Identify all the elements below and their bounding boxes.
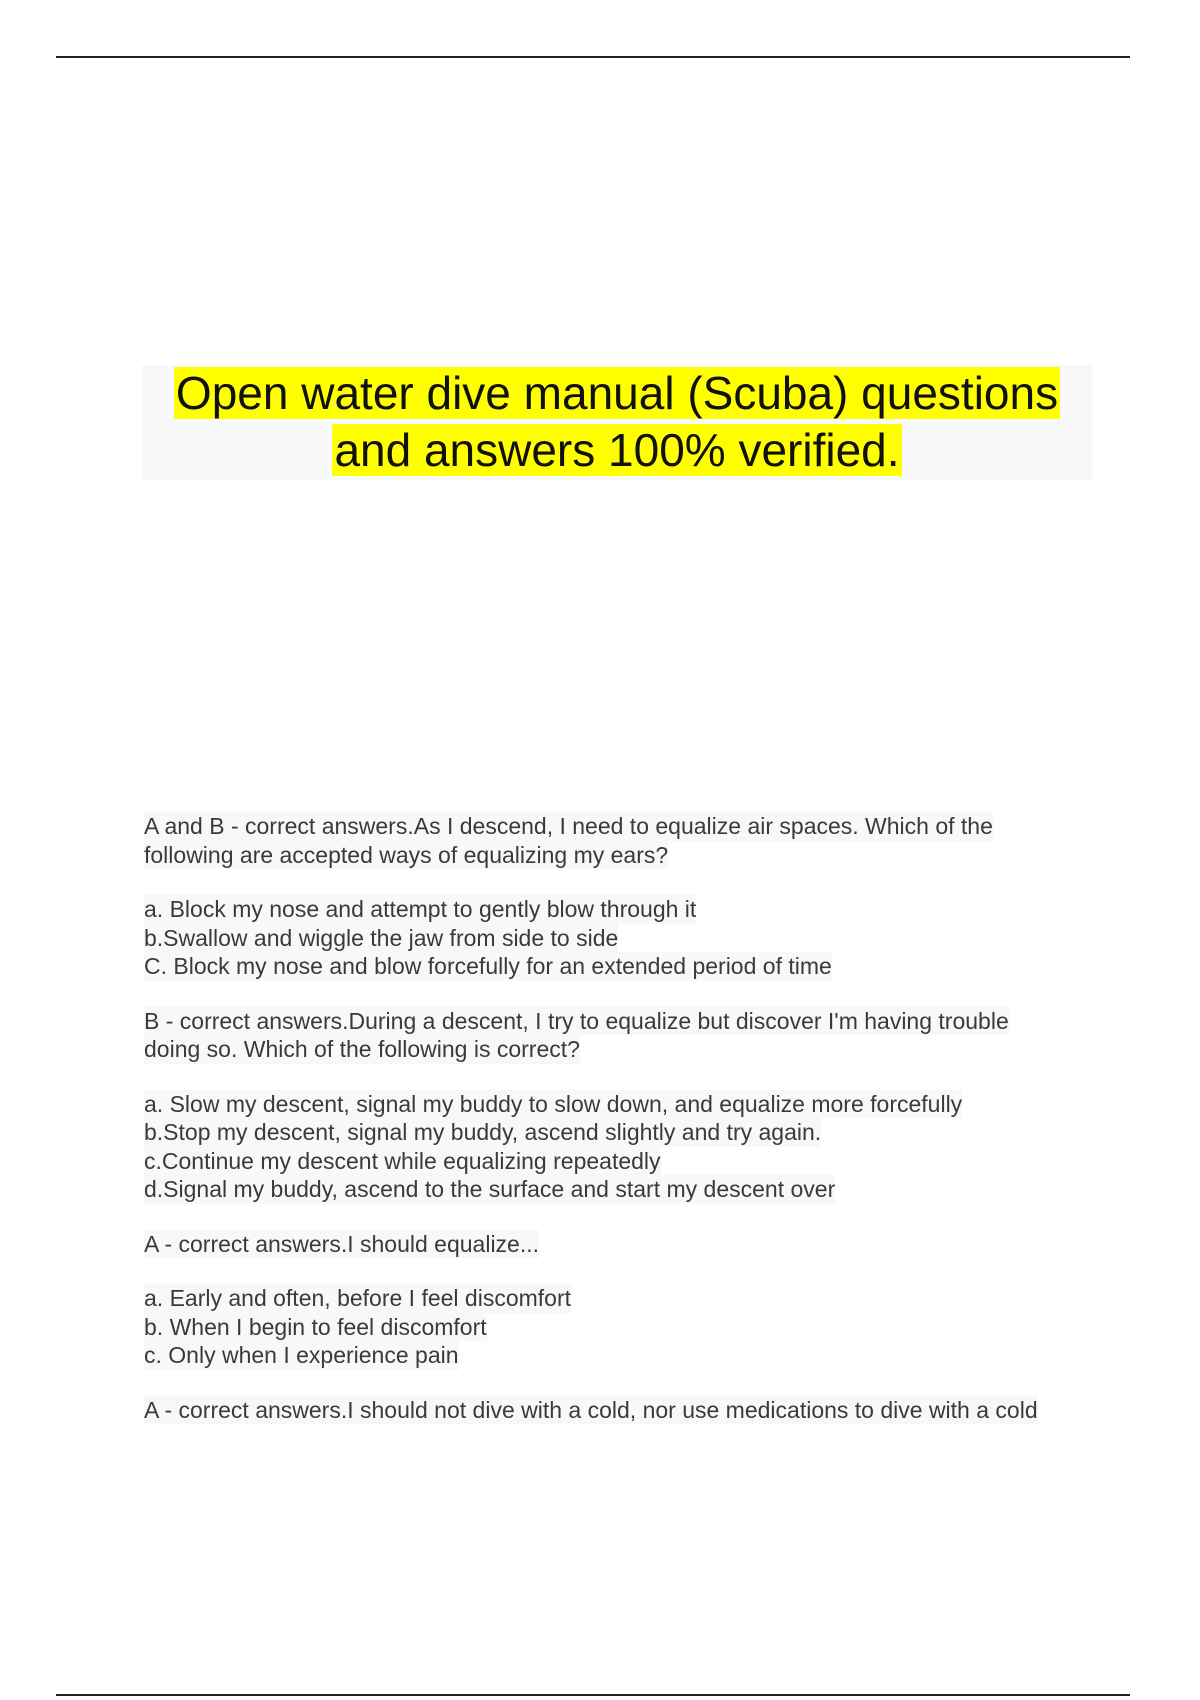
question-line: A and B - correct answers.As I descend, I need to equalize air spaces. Which of the [144, 813, 993, 839]
top-rule [56, 56, 1130, 58]
option-line: b.Swallow and wiggle the jaw from side to side [144, 924, 619, 951]
option-line: c. Only when I experience pain [144, 1342, 459, 1368]
options-2 [144, 1090, 1094, 1204]
question-line: A - correct answers.I should not dive with a cold, nor use medications to dive with a cold [144, 1396, 1038, 1423]
question-line: A - correct answers.I should equalize... [144, 1230, 540, 1257]
question-3 [144, 1230, 1094, 1259]
bottom-rule [56, 1694, 1130, 1696]
question-1 [144, 812, 1094, 869]
option-line: a. Slow my descent, signal my buddy to slow down, and equalize more forcefully [144, 1090, 963, 1117]
option-line: b.Stop my descent, signal my buddy, ascend slightly and try again. [144, 1119, 822, 1145]
option-line: C. Block my nose and blow forcefully for an extended period of time [144, 953, 832, 979]
question-line: B - correct answers.During a descent, I try to equalize but discover I'm having trouble [144, 1007, 1009, 1034]
option-line: c.Continue my descent while equalizing repeatedly [144, 1147, 661, 1174]
title-line-1: Open water dive manual (Scuba) questions [175, 367, 1059, 419]
question-line: following are accepted ways of equalizing my ears? [144, 841, 669, 868]
options-1 [144, 895, 1094, 981]
document-title [142, 365, 1092, 479]
option-line: a. Early and often, before I feel discomfort [144, 1285, 572, 1311]
option-line: a. Block my nose and attempt to gently blow through it [144, 896, 697, 922]
option-line: d.Signal my buddy, ascend to the surface and start my descent over [144, 1176, 836, 1202]
options-3 [144, 1284, 1094, 1370]
qa-content [144, 812, 1094, 1450]
title-line-2: and answers 100% verified. [334, 424, 900, 476]
option-line: b. When I begin to feel discomfort [144, 1313, 487, 1340]
title-block [142, 365, 1092, 480]
question-4 [144, 1396, 1094, 1425]
question-line: doing so. Which of the following is correct? [144, 1036, 580, 1062]
question-2 [144, 1007, 1094, 1064]
